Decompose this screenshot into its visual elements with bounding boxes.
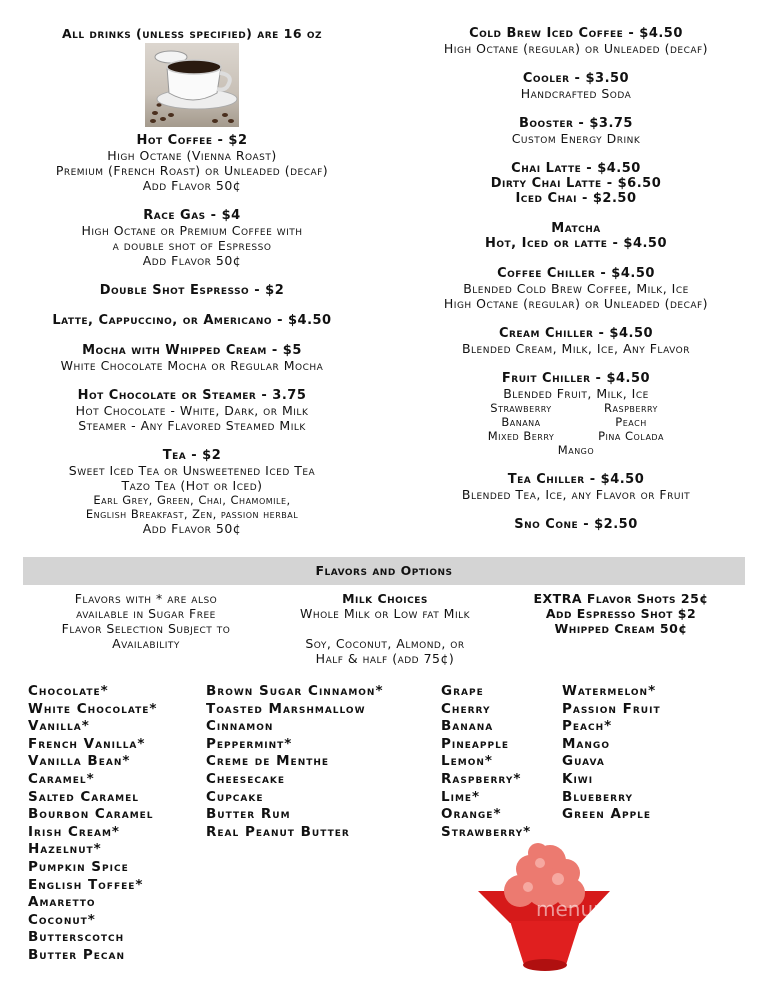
item-line: Add Flavor 50¢	[142, 253, 242, 268]
flavor-list-col3	[441, 683, 531, 841]
item-title: Dirty Chai Latte - $6.50	[490, 176, 662, 191]
item-line: Earl Grey, Green, Chai, Chamomile,	[93, 493, 291, 507]
flavor-item: Bourbon Caramel	[28, 806, 154, 823]
flavor-item: Coconut*	[28, 911, 96, 928]
flavor-item: Caramel*	[28, 770, 95, 787]
flavor-item: Cherry	[441, 700, 491, 717]
flavor-item: Guava	[562, 753, 605, 770]
flavor-item: White Chocolate*	[28, 700, 158, 717]
item-line: Tazo Tea (Hot or Iced)	[121, 478, 263, 493]
menu-item-race-gas	[0, 208, 384, 268]
extra-line: Whipped Cream 50¢	[554, 621, 688, 636]
option-line: available in Sugar Free	[76, 606, 216, 621]
item-title: Latte, Cappuccino, or Americano - $4.50	[52, 313, 332, 328]
item-title: Fruit Chiller - $4.50	[501, 371, 651, 386]
fruit-option: Pina Colada	[598, 429, 664, 443]
menu-item-booster	[384, 116, 768, 146]
item-title: Cream Chiller - $4.50	[498, 326, 654, 341]
menu-item-tea-chiller	[384, 472, 768, 502]
flavors-options-banner: Flavors and Options	[23, 557, 745, 585]
flavor-item: Mango	[562, 735, 610, 752]
item-line: Blended Fruit, Milk, Ice	[503, 386, 649, 401]
item-title: Race Gas - $4	[143, 208, 241, 223]
item-title: Hot, Iced or latte - $4.50	[484, 236, 668, 251]
item-title: Hot Coffee - $2	[136, 133, 248, 148]
menu-item-sno-cone	[384, 517, 768, 532]
menu-item-cooler	[384, 71, 768, 101]
menu-item-latte	[0, 313, 384, 328]
option-spacer	[262, 621, 508, 636]
flavor-item: Raspberry*	[441, 770, 522, 787]
flavor-item: Creme de Menthe	[206, 753, 330, 770]
flavor-item: Toasted Marshmallow	[206, 700, 366, 717]
flavor-item: French Vanilla*	[28, 735, 146, 752]
left-menu-column	[0, 26, 384, 551]
flavor-item: Lime*	[441, 788, 481, 805]
flavor-item: Orange*	[441, 806, 502, 823]
item-line: Blended Tea, Ice, any Flavor or Fruit	[461, 487, 691, 502]
option-line: Availability	[112, 636, 180, 651]
menu-item-coffee-chiller	[384, 266, 768, 311]
flavor-item: Cheesecake	[206, 770, 286, 787]
item-title: Tea Chiller - $4.50	[507, 472, 645, 487]
flavor-item: Hazelnut*	[28, 841, 102, 858]
fruit-option: Mango	[557, 443, 595, 457]
item-line: Sweet Iced Tea or Unsweetened Iced Tea	[68, 463, 316, 478]
item-line: High Octane (Vienna Roast)	[107, 148, 277, 163]
coffee-cup-photo	[145, 43, 239, 127]
item-line: High Octane or Premium Coffee with	[81, 223, 303, 238]
flavor-item: Chocolate*	[28, 683, 109, 699]
item-title: Iced Chai - $2.50	[515, 191, 637, 206]
item-line: Blended Cold Brew Coffee, Milk, Ice	[463, 281, 689, 296]
item-line: High Octane (regular) or Unleaded (decaf)	[443, 41, 709, 56]
drink-size-note: All drinks (unless specified) are 16 oz	[61, 26, 323, 41]
flavor-item: Grape	[441, 683, 484, 699]
flavor-item: Peach*	[562, 718, 613, 735]
item-line: Add Flavor 50¢	[142, 178, 242, 193]
flavor-item: Watermelon*	[562, 683, 657, 699]
flavor-item: Cupcake	[206, 788, 264, 805]
menu-item-chai	[384, 161, 768, 206]
fruit-option: Banana	[501, 415, 541, 429]
item-title: Cooler - $3.50	[522, 71, 630, 86]
option-line: Flavor Selection Subject to	[61, 621, 231, 636]
extra-line: EXTRA Flavor Shots 25¢	[533, 591, 709, 606]
flavor-item: Passion Fruit	[562, 700, 661, 717]
option-line: Whole Milk or Low fat Milk	[299, 606, 471, 621]
item-line: Custom Energy Drink	[511, 131, 641, 146]
flavor-item: English Toffee*	[28, 876, 144, 893]
flavor-item: Vanilla Bean*	[28, 753, 131, 770]
flavor-item: Butter Rum	[206, 806, 291, 823]
flavor-item: Kiwi	[562, 770, 594, 787]
flavor-item: Butterscotch	[28, 929, 125, 946]
menu-item-double-shot	[0, 283, 384, 298]
item-title: Chai Latte - $4.50	[511, 161, 641, 176]
option-line: Half & half (add 75¢)	[315, 651, 455, 666]
flavor-item: Pineapple	[441, 735, 509, 752]
item-line: Add Flavor 50¢	[142, 521, 242, 536]
menu-item-hot-chocolate	[0, 388, 384, 433]
flavor-item: Butter Pecan	[28, 946, 126, 963]
item-line: Steamer - Any Flavored Steamed Milk	[78, 418, 306, 433]
item-title: Hot Chocolate or Steamer - 3.75	[77, 388, 307, 403]
milk-choices-title: Milk Choices	[342, 591, 428, 606]
fruit-option: Strawberry	[490, 401, 552, 415]
option-line: Soy, Coconut, Almond, or	[305, 636, 465, 651]
flavor-item: Real Peanut Butter	[206, 823, 350, 840]
menu-item-matcha	[384, 221, 768, 251]
menu-item-tea	[0, 448, 384, 536]
flavor-item: Pumpkin Spice	[28, 858, 129, 875]
flavor-item: Salted Caramel	[28, 788, 139, 805]
item-title: Tea - $2	[162, 448, 222, 463]
flavor-list-col1	[28, 683, 157, 965]
flavor-list-col4	[562, 683, 661, 824]
flavor-list-col2	[206, 683, 384, 841]
item-line: Premium (French Roast) or Unleaded (decaf)	[55, 163, 329, 178]
item-line: English Breakfast, Zen, passion herbal	[85, 507, 299, 521]
fruit-option: Raspberry	[604, 401, 658, 415]
flavor-item: Blueberry	[562, 788, 634, 805]
fruit-option: Mixed Berry	[487, 429, 555, 443]
flavor-item: Brown Sugar Cinnamon*	[206, 683, 384, 699]
flavor-item: Banana	[441, 718, 494, 735]
item-line: Blended Cream, Milk, Ice, Any Flavor	[461, 341, 691, 356]
fruit-options-grid	[384, 401, 768, 457]
extra-line: Add Espresso Shot $2	[545, 606, 697, 621]
item-title: Matcha	[551, 221, 601, 236]
flavor-item: Strawberry*	[441, 823, 532, 840]
item-line: High Octane (regular) or Unleaded (decaf)	[443, 296, 709, 311]
fruit-option: Peach	[615, 415, 647, 429]
menu-item-hot-coffee	[0, 133, 384, 193]
flavor-item: Cinnamon	[206, 718, 274, 735]
item-title: Double Shot Espresso - $2	[99, 283, 285, 298]
option-line: Flavors with * are also	[74, 591, 218, 606]
flavor-item: Amaretto	[28, 894, 96, 911]
item-line: Hot Chocolate - White, Dark, or Milk	[75, 403, 309, 418]
item-line: Handcrafted Soda	[520, 86, 632, 101]
menu-item-fruit-chiller	[384, 371, 768, 457]
watermark: menupix	[536, 897, 624, 921]
menu-item-cream-chiller	[384, 326, 768, 356]
flavor-item: Vanilla*	[28, 718, 90, 735]
item-title: Cold Brew Iced Coffee - $4.50	[469, 26, 683, 41]
menu-item-mocha	[0, 343, 384, 373]
flavor-item: Green Apple	[562, 806, 652, 823]
flavor-item: Peppermint*	[206, 735, 293, 752]
milk-choices	[262, 591, 508, 666]
right-menu-column	[384, 26, 768, 547]
item-title: Sno Cone - $2.50	[514, 517, 638, 532]
menu-item-cold-brew	[384, 26, 768, 56]
item-line: White Chocolate Mocha or Regular Mocha	[60, 358, 324, 373]
item-title: Booster - $3.75	[519, 116, 633, 131]
flavor-item: Lemon*	[441, 753, 493, 770]
flavor-item: Irish Cream*	[28, 823, 120, 840]
item-line: a double shot of Espresso	[112, 238, 272, 253]
extras	[498, 591, 744, 636]
item-title: Mocha with Whipped Cream - $5	[82, 343, 302, 358]
sugar-free-note	[23, 591, 269, 651]
item-title: Coffee Chiller - $4.50	[497, 266, 655, 281]
